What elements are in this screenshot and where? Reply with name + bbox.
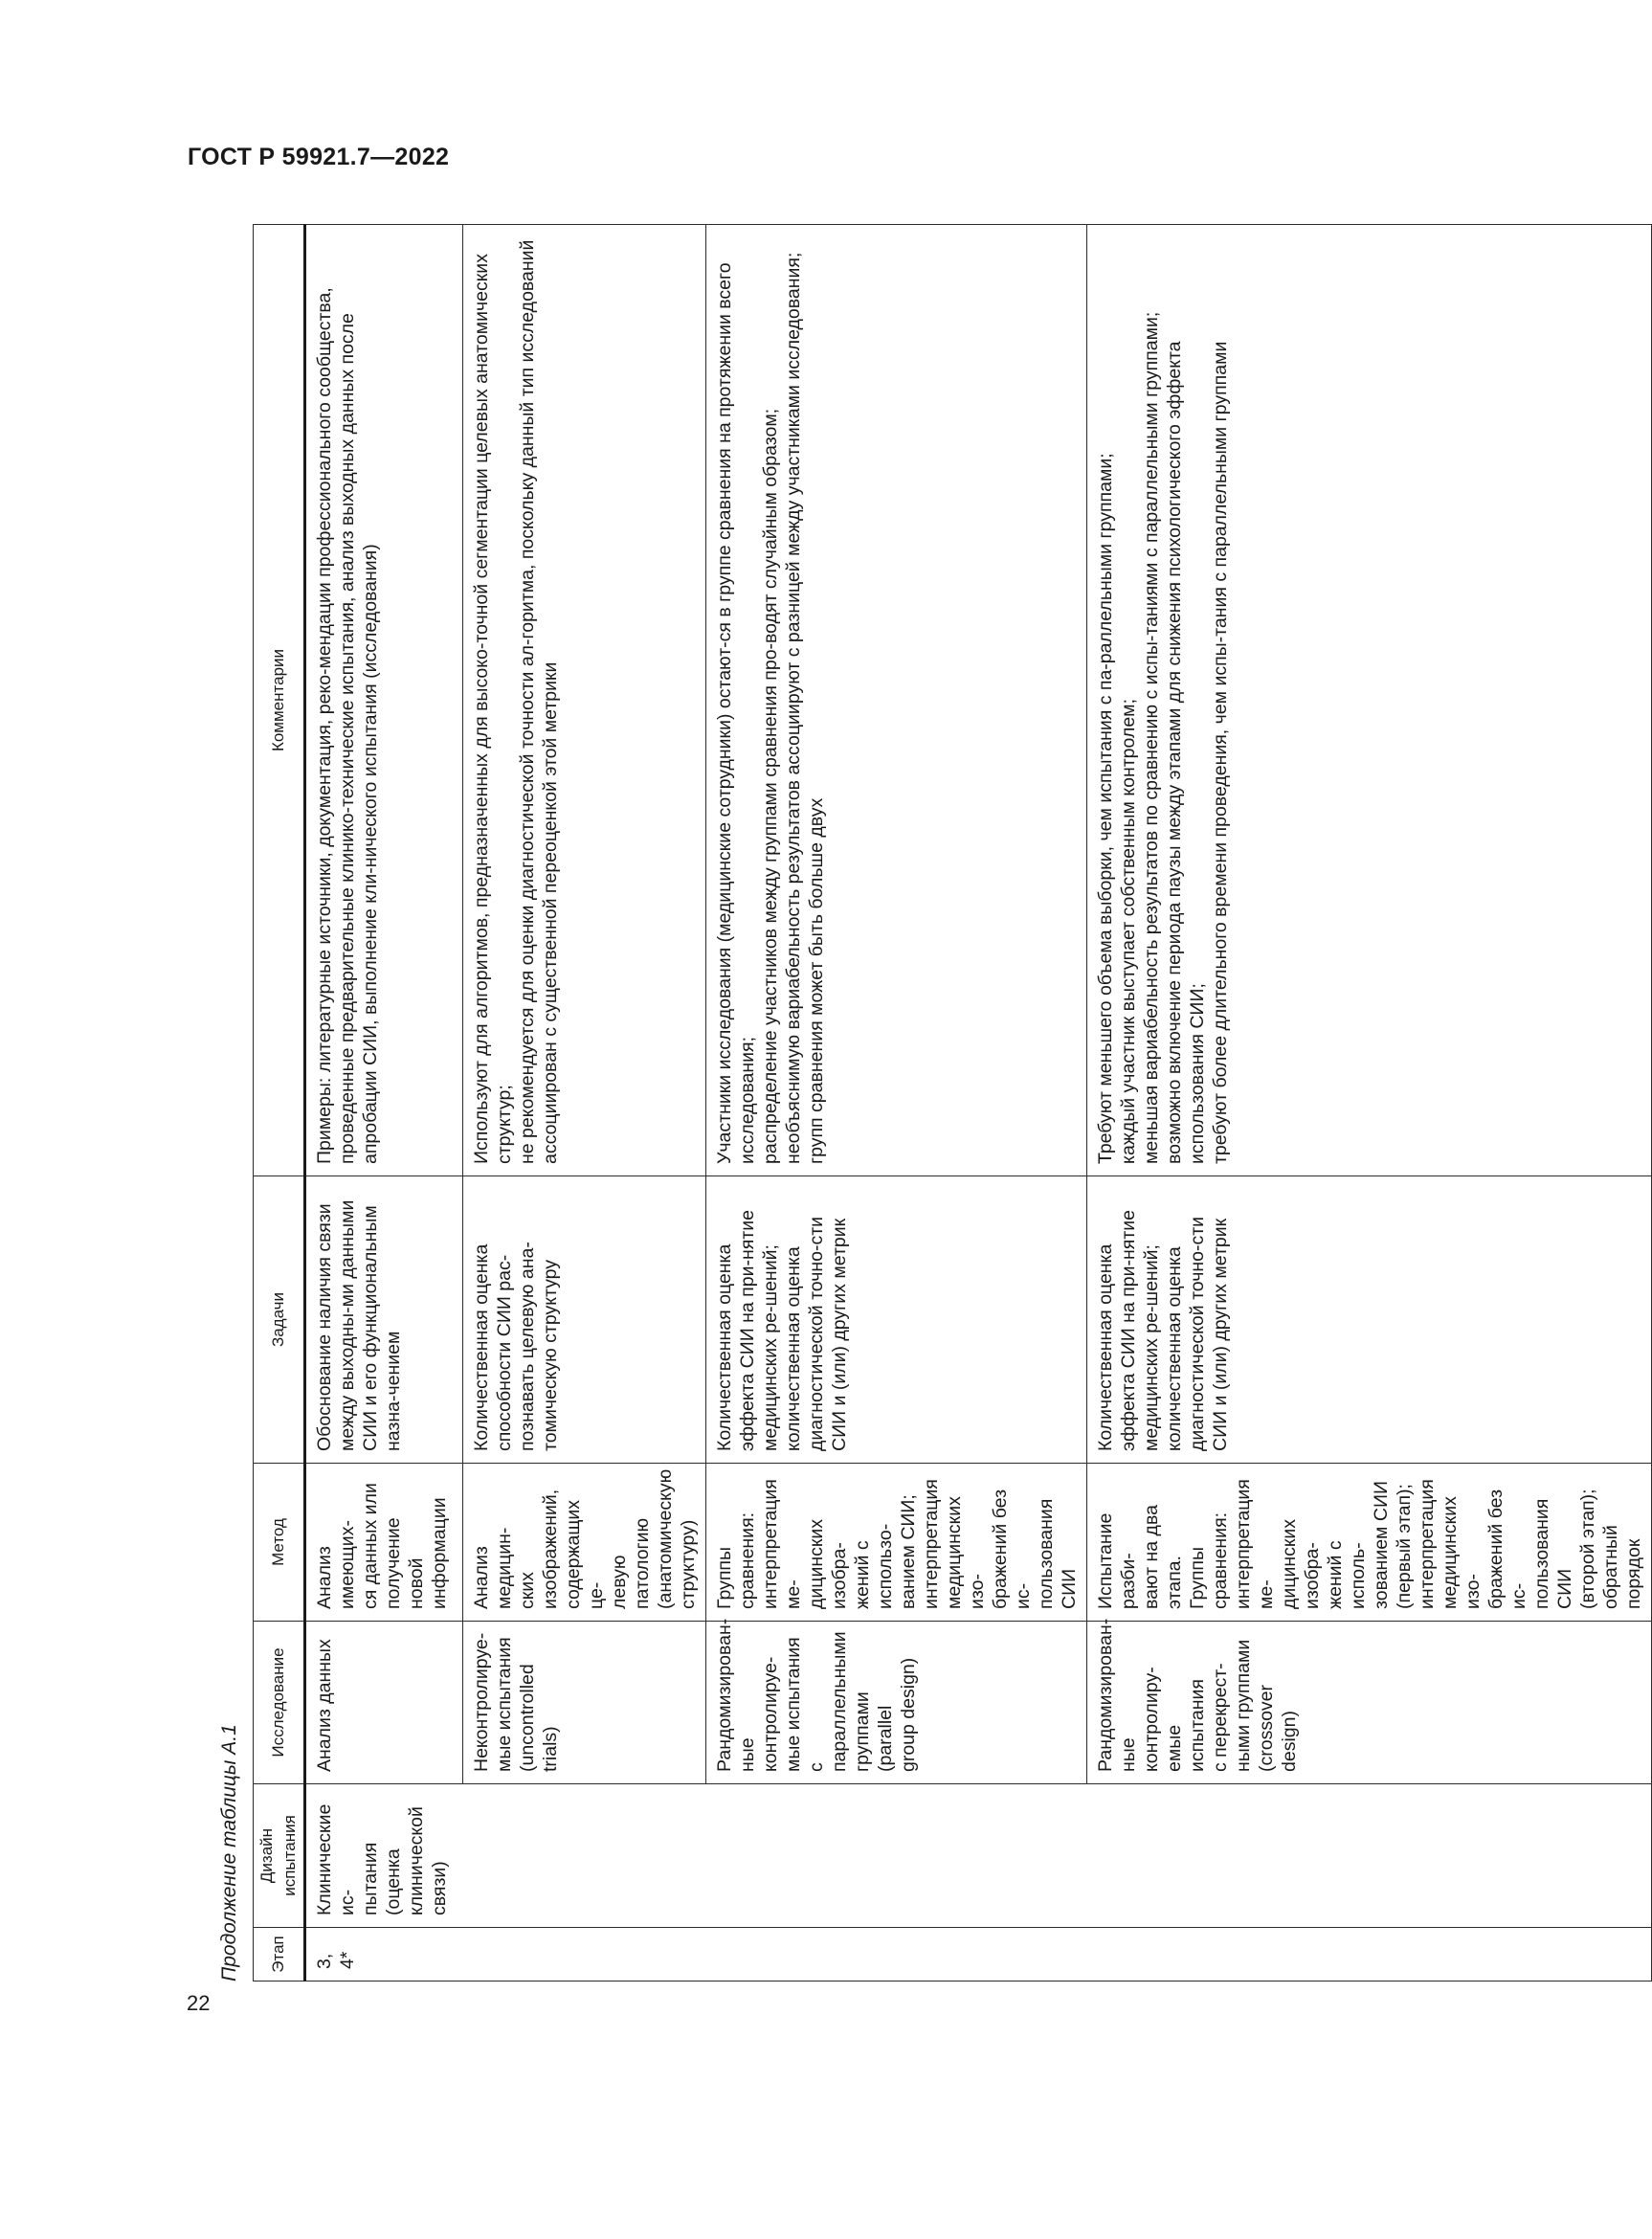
comments-cell: Участники исследования (медицинские сотрудники) остают-ся в группе сравнения на протяжении всего исследования; распределение участников между группами сравнения про-водят случайным образом; необъяснимую вариабельность результатов ассоциируют с разницей между участниками исследования; групп сравнения может быть больше двух xyxy=(706,225,1087,1176)
design-cell-continued xyxy=(1087,1784,1652,1928)
column-header-tasks: Задачи xyxy=(254,1176,305,1464)
column-header-method: Метод xyxy=(254,1464,305,1622)
study-cell: Рандомизирован- ные контролируе- мые испытания с параллельными группами (parallel group design) xyxy=(706,1622,1087,1784)
comments-cell: Требуют меньшего объема выборки, чем испытания с па-раллельными группами; каждый участник выступает собственным контролем; меньшая вариабельность результатов по сравнению с испы-таниями с параллельными группами; возможно включение периода паузы между этапами для снижения психологического эффекта использования СИИ; требуют более длительного времени проведения, чем испы-тания с параллельными группами xyxy=(1087,225,1652,1176)
column-header-stage: Этап xyxy=(254,1928,305,1982)
stage-cell: 3, 4* xyxy=(305,1928,463,1982)
tasks-cell: Обоснование наличия связи между выходны-ми данными СИИ и его функциональным назна-чением xyxy=(305,1176,463,1464)
column-header-design: Дизайн испытания xyxy=(254,1784,305,1928)
methods-table xyxy=(253,224,1652,1982)
study-cell: Рандомизирован- ные контролиру- емые испытания с перекрест- ными группами (crossover design) xyxy=(1087,1622,1652,1784)
method-cell: Испытание разби- вают на два этапа. Группы сравнения: интерпретация ме- дицинских изобра- жений с исполь- зованием СИИ (первый этап); интерпретация медицинских изо- бражений без ис- пользования СИИ (второй этап); обратный порядок xyxy=(1087,1464,1652,1622)
method-cell: Группы сравнения: интерпретация ме- дицинских изобра- жений с использо- ванием СИИ; интерпретация медицинских изо- бражений без ис- пользования СИИ xyxy=(706,1464,1087,1622)
table-caption: Продолжение таблицы А.1 xyxy=(218,1724,240,1982)
stage-cell-continued xyxy=(463,1928,706,1982)
design-cell-continued xyxy=(706,1784,1087,1928)
table-header-row xyxy=(254,225,305,1982)
column-header-comments: Комментарии xyxy=(254,225,305,1176)
table-row xyxy=(305,225,463,1982)
table-row xyxy=(706,225,1087,1982)
study-cell: Анализ данных xyxy=(305,1622,463,1784)
study-cell: Неконтролируе- мые испытания (uncontrolled trials) xyxy=(463,1622,706,1784)
tasks-cell: Количественная оценка эффекта СИИ на при-нятие медицинских ре-шений; количественная оценка диагностической точно-сти СИИ и (или) других метрик xyxy=(1087,1176,1652,1464)
stage-cell-continued xyxy=(1087,1928,1652,1982)
page-number: 22 xyxy=(187,1991,211,2015)
method-cell: Анализ имеющих- ся данных или получение новой информации xyxy=(305,1464,463,1622)
design-cell-continued xyxy=(463,1784,706,1928)
method-cell: Анализ медицин- ских изображений, содержащих це- левую патологию (анатомическую структуру) xyxy=(463,1464,706,1622)
column-header-study: Исследование xyxy=(254,1622,305,1784)
comments-cell: Примеры: литературные источники, документация, реко-мендации профессионального сообщества, проведенные предварительные клинико-технические испытания, анализ выходных данных после апробации СИИ, выполнение кли-нического испытания (исследования) xyxy=(305,225,463,1176)
comments-cell: Используют для алгоритмов, предназначенных для высоко-точной сегментации целевых анатомических структур; не рекомендуется для оценки диагностической точности ал-горитма, поскольку данный тип исследований ассоциирован с существенной переоценкой этой метрики xyxy=(463,225,706,1176)
design-cell: Клинические ис- пытания (оценка клинической связи) xyxy=(305,1784,463,1928)
stage-cell-continued xyxy=(706,1928,1087,1982)
rotated-table-area xyxy=(211,225,1644,1982)
table-row xyxy=(1087,225,1652,1982)
tasks-cell: Количественная оценка способности СИИ рас-познавать целевую ана-томическую структуру xyxy=(463,1176,706,1464)
document-header: ГОСТ Р 59921.7—2022 xyxy=(188,144,450,170)
tasks-cell: Количественная оценка эффекта СИИ на при-нятие медицинских ре-шений; количественная оценка диагностической точно-сти СИИ и (или) других метрик xyxy=(706,1176,1087,1464)
table-row xyxy=(463,225,706,1982)
